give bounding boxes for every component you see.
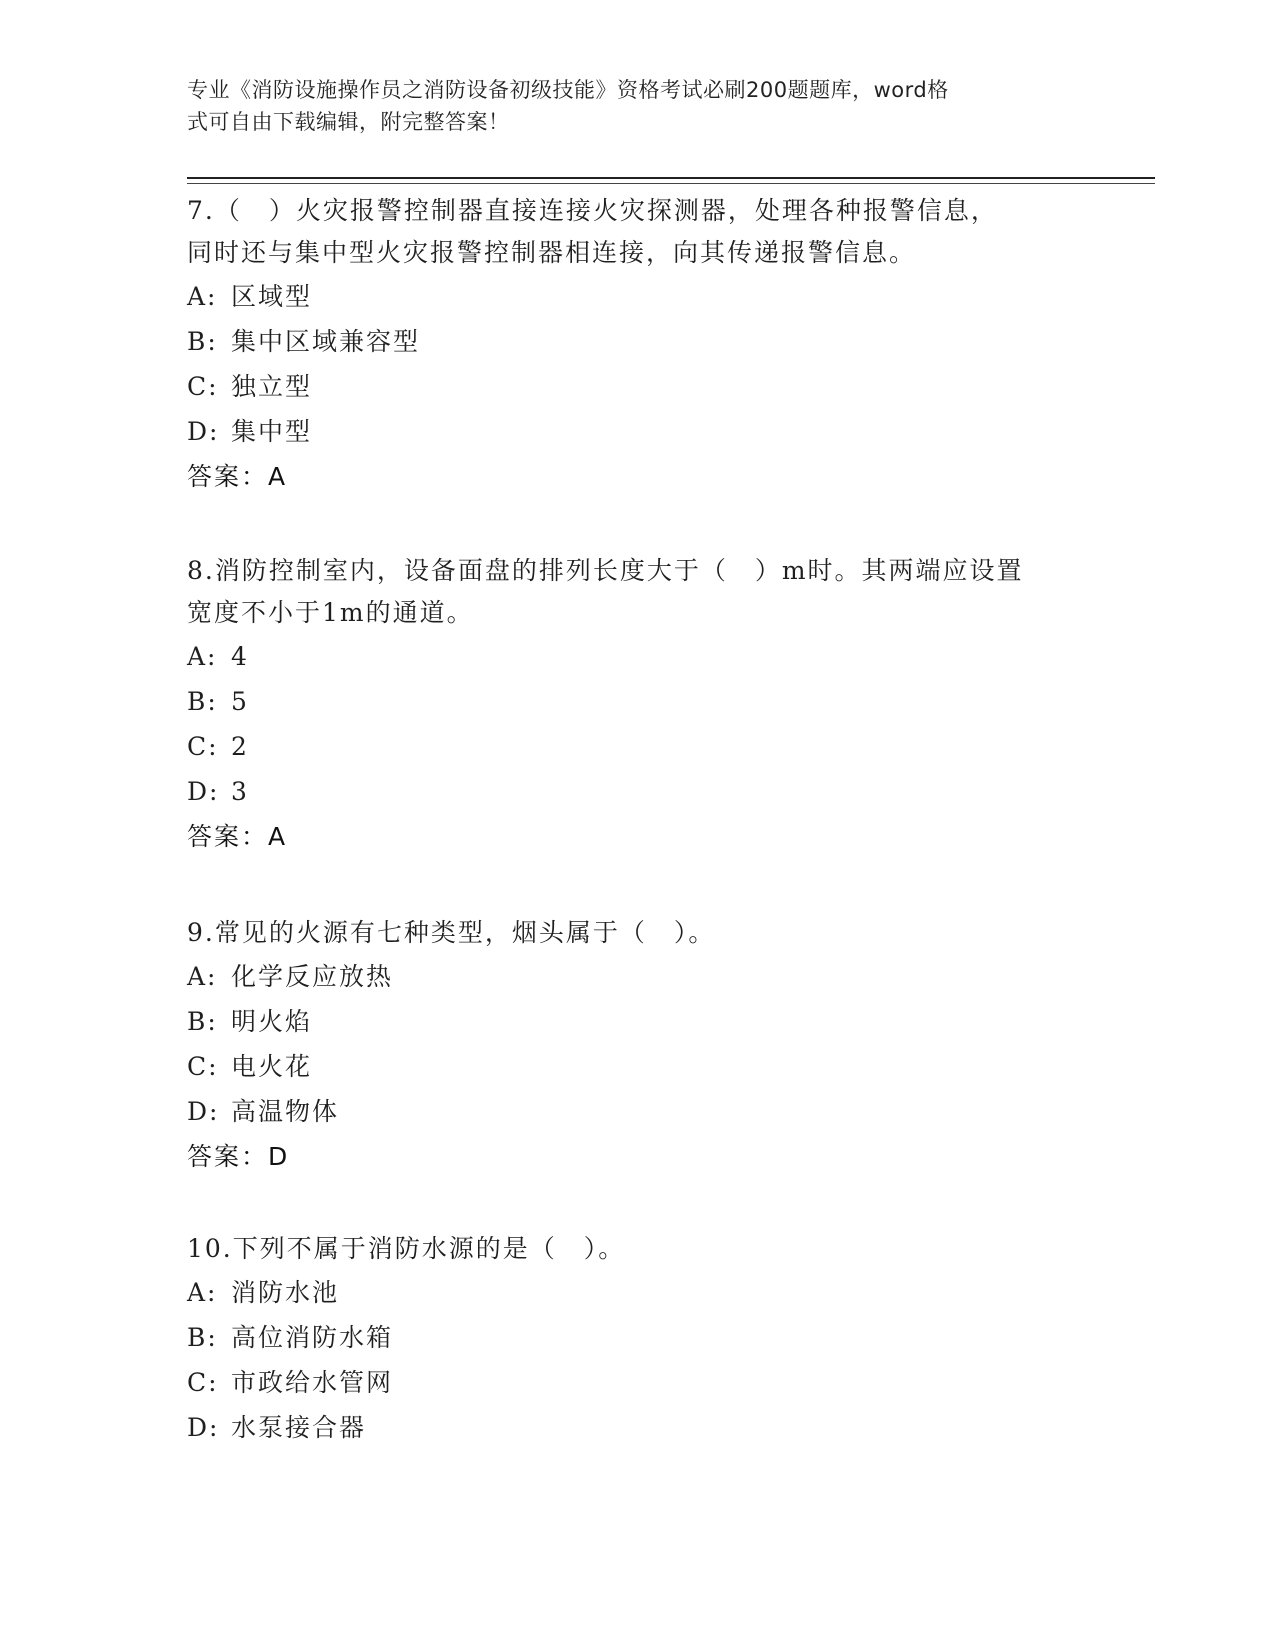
question-stem-line: 9.常见的火源有七种类型，烟头属于（ ）。	[187, 918, 716, 947]
option-text: 区域型	[231, 282, 313, 311]
header-line-2: 式可自由下载编辑，附完整答案！	[187, 110, 510, 134]
option-text: 市政给水管网	[231, 1368, 394, 1397]
question-7	[187, 190, 1087, 500]
answer-line: 答案：D	[187, 1142, 290, 1171]
option-key: C:	[187, 1052, 219, 1081]
option-key: D:	[187, 417, 220, 446]
option-text: 4	[231, 642, 249, 671]
option-text: 3	[231, 777, 249, 806]
option-key: A:	[187, 962, 218, 991]
header-divider-thin	[187, 183, 1155, 184]
option-key: B:	[187, 1007, 218, 1036]
option-c	[187, 724, 1087, 769]
option-text: 消防水池	[231, 1278, 340, 1307]
question-stem-line: 7.（ ）火灾报警控制器直接连接火灾探测器，处理各种报警信息，	[187, 196, 998, 225]
option-key: D:	[187, 1413, 220, 1442]
option-key: A:	[187, 282, 218, 311]
option-key: B:	[187, 687, 218, 716]
option-text: 明火焰	[231, 1007, 313, 1036]
option-text: 电火花	[231, 1052, 313, 1081]
option-key: C:	[187, 732, 219, 761]
option-a	[187, 1270, 1087, 1315]
header-divider-thick	[187, 177, 1155, 179]
option-key: B:	[187, 1323, 218, 1352]
option-c	[187, 1044, 1087, 1089]
option-a	[187, 954, 1087, 999]
option-c	[187, 364, 1087, 409]
option-key: D:	[187, 1097, 220, 1126]
question-8	[187, 550, 1087, 860]
option-c	[187, 1360, 1087, 1405]
option-text: 高温物体	[231, 1097, 340, 1126]
answer-line: 答案：A	[187, 822, 288, 851]
option-d	[187, 1089, 1087, 1134]
option-text: 5	[231, 687, 249, 716]
option-text: 水泵接合器	[231, 1413, 367, 1442]
option-b	[187, 1315, 1087, 1360]
option-text: 集中区域兼容型	[231, 327, 421, 356]
option-b	[187, 679, 1087, 724]
option-text: 高位消防水箱	[231, 1323, 394, 1352]
question-stem-line: 同时还与集中型火灾报警控制器相连接，向其传递报警信息。	[187, 238, 917, 267]
option-d	[187, 769, 1087, 814]
option-text: 化学反应放热	[231, 962, 394, 991]
header-line-1: 专业《消防设施操作员之消防设备初级技能》资格考试必刷200题题库，word格	[187, 78, 949, 102]
answer-line: 答案：A	[187, 462, 288, 491]
option-d	[187, 409, 1087, 454]
document-header	[187, 74, 1067, 138]
option-b	[187, 319, 1087, 364]
option-key: C:	[187, 372, 219, 401]
question-stem-line: 10.下列不属于消防水源的是（ ）。	[187, 1234, 626, 1263]
option-key: C:	[187, 1368, 219, 1397]
option-text: 独立型	[231, 372, 313, 401]
option-text: 2	[231, 732, 249, 761]
question-stem-line: 宽度不小于1m的通道。	[187, 598, 474, 627]
option-b	[187, 999, 1087, 1044]
option-key: A:	[187, 642, 218, 671]
option-a	[187, 634, 1087, 679]
option-d	[187, 1405, 1087, 1450]
question-10	[187, 1228, 1087, 1450]
question-stem-line: 8.消防控制室内，设备面盘的排列长度大于（ ）m时。其两端应设置	[187, 556, 1024, 585]
question-9	[187, 912, 1087, 1180]
option-text: 集中型	[231, 417, 313, 446]
option-key: B:	[187, 327, 218, 356]
option-a	[187, 274, 1087, 319]
option-key: D:	[187, 777, 220, 806]
option-key: A:	[187, 1278, 218, 1307]
